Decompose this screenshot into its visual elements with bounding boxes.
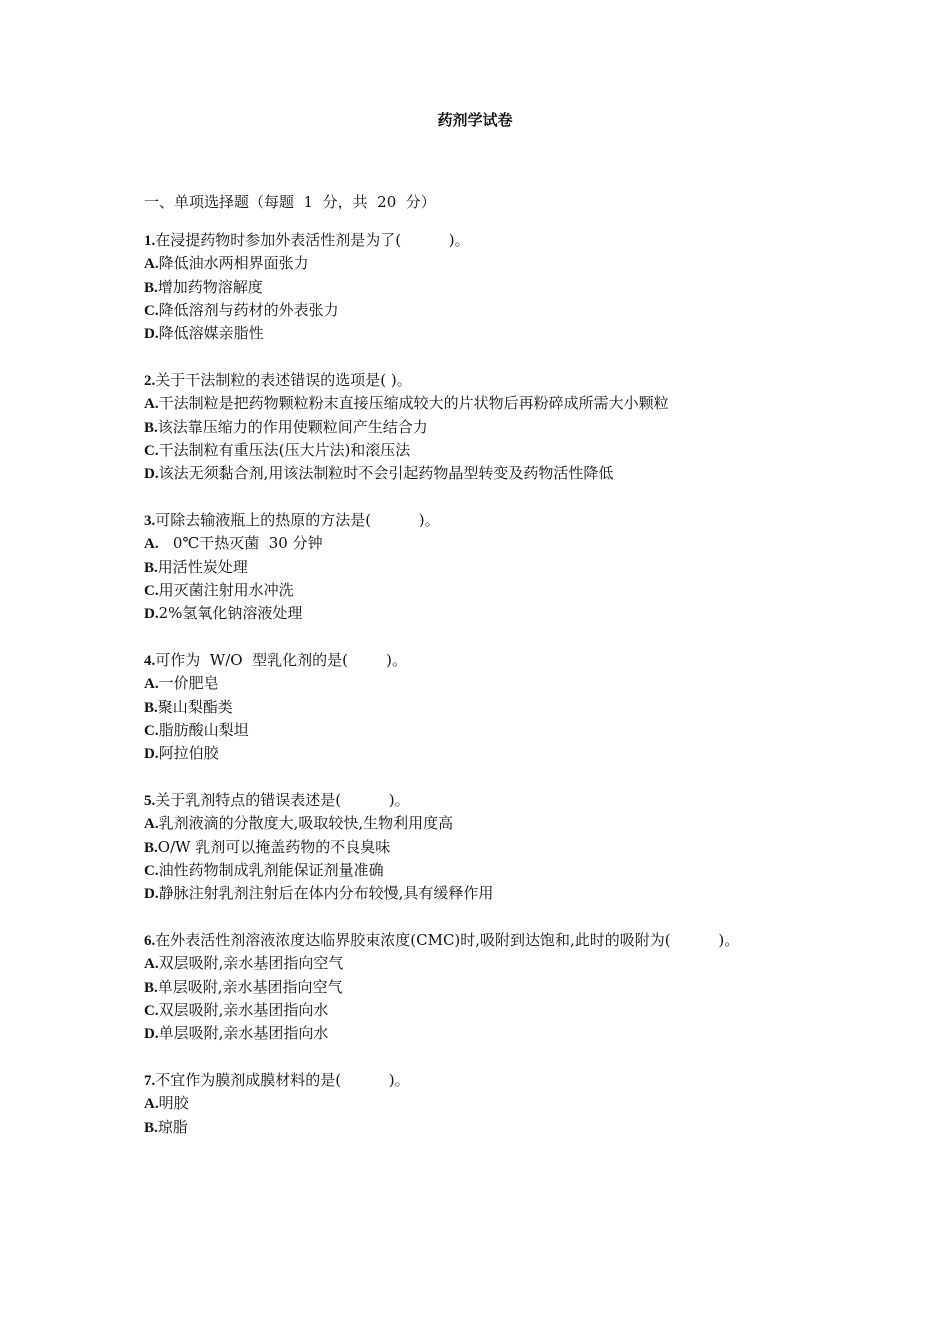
option-letter: C <box>144 302 155 319</box>
option-text: 干法制粒有重压法(压大片法)和滚压法 <box>158 440 411 459</box>
question-stem: 7.不宜作为膜剂成膜材料的是( )。 <box>144 1071 410 1089</box>
question-text: 不宜作为膜剂成膜材料的是( )。 <box>155 1071 410 1089</box>
option-letter: A <box>144 256 155 273</box>
option-letter: B <box>144 699 155 716</box>
question-6 <box>144 929 864 1045</box>
option-text: 增加药物溶解度 <box>157 277 263 296</box>
option-letter: D <box>144 466 155 483</box>
option-c: C.双层吸附,亲水基团指向水 <box>144 1000 329 1019</box>
option-b: B.聚山梨酯类 <box>144 697 233 716</box>
option-d: D.阿拉伯胶 <box>144 744 219 763</box>
option-text: 0℃干热灭菌 30 分钟 <box>158 534 323 553</box>
question-text: 在外表活性剂溶液浓度达临界胶束浓度(CMC)时,吸附到达饱和,此时的吸附为( )。 <box>155 931 740 949</box>
option-letter: C <box>144 862 155 879</box>
option-letter: B <box>144 979 155 996</box>
question-text: 关于干法制粒的表述错误的选项是( )。 <box>155 371 412 389</box>
option-b: B.O/W 乳剂可以掩盖药物的不良臭味 <box>144 837 391 856</box>
section-heading: 一、单项选择题（每题 1 分，共 20 分） <box>144 193 436 211</box>
option-letter: A <box>144 536 155 553</box>
question-2 <box>144 369 864 485</box>
option-text: 琼脂 <box>157 1117 188 1136</box>
option-text: 脂肪酸山梨坦 <box>158 720 249 739</box>
option-text: 明胶 <box>158 1094 189 1113</box>
option-letter: D <box>144 746 155 763</box>
question-5 <box>144 789 864 905</box>
option-letter: D <box>144 886 155 903</box>
option-d: D.单层吸附,亲水基团指向水 <box>144 1024 329 1043</box>
option-letter: D <box>144 326 155 343</box>
option-letter: B <box>144 419 155 436</box>
question-stem: 3.可除去输液瓶上的热原的方法是( )。 <box>144 511 440 529</box>
option-c: C.用灭菌注射用水冲洗 <box>144 580 294 599</box>
option-text: 静脉注射乳剂注射后在体内分布较慢,具有缓释作用 <box>158 884 494 903</box>
option-text: 降低溶剂与药材的外表张力 <box>158 300 339 319</box>
option-a: A.明胶 <box>144 1094 189 1113</box>
option-a: A.降低油水两相界面张力 <box>144 254 309 273</box>
option-text: 一价肥皂 <box>158 674 219 693</box>
option-b: B.单层吸附,亲水基团指向空气 <box>144 977 343 996</box>
option-c: C.干法制粒有重压法(压大片法)和滚压法 <box>144 440 411 459</box>
option-letter: C <box>144 582 155 599</box>
option-letter: A <box>144 676 155 693</box>
option-letter: D <box>144 1026 155 1043</box>
option-text: 用活性炭处理 <box>157 557 248 576</box>
option-text: O/W 乳剂可以掩盖药物的不良臭味 <box>157 837 391 856</box>
option-text: 降低油水两相界面张力 <box>158 254 309 273</box>
option-text: 该法靠压缩力的作用使颗粒间产生结合力 <box>157 417 428 436</box>
option-c: C.油性药物制成乳剂能保证剂量准确 <box>144 860 384 879</box>
option-d: D.静脉注射乳剂注射后在体内分布较慢,具有缓释作用 <box>144 884 494 903</box>
option-a: A.干法制粒是把药物颗粒粉末直接压缩成较大的片状物后再粉碎成所需大小颗粒 <box>144 394 669 413</box>
option-a: A.双层吸附,亲水基团指向空气 <box>144 954 344 973</box>
page-title: 药剂学试卷 <box>437 111 513 129</box>
option-letter: C <box>144 722 155 739</box>
option-text: 2%氢氧化钠溶液处理 <box>158 604 303 623</box>
option-d: D.2%氢氧化钠溶液处理 <box>144 604 303 623</box>
option-letter: A <box>144 1096 155 1113</box>
question-stem: 2.关于干法制粒的表述错误的选项是( )。 <box>144 371 412 389</box>
question-number: 7 <box>144 1073 152 1089</box>
option-b: B.用活性炭处理 <box>144 557 248 576</box>
question-4 <box>144 649 864 765</box>
option-letter: B <box>144 559 155 576</box>
option-a: A.乳剂液滴的分散度大,吸取较快,生物利用度高 <box>144 814 454 833</box>
question-number: 6 <box>144 933 152 949</box>
option-text: 用灭菌注射用水冲洗 <box>158 580 294 599</box>
question-number: 5 <box>144 793 152 809</box>
question-stem: 5.关于乳剂特点的错误表述是( )。 <box>144 791 410 809</box>
question-7 <box>144 1069 864 1139</box>
question-number: 2 <box>144 373 152 389</box>
option-text: 乳剂液滴的分散度大,吸取较快,生物利用度高 <box>158 814 454 833</box>
option-text: 聚山梨酯类 <box>157 697 233 716</box>
question-text: 可除去输液瓶上的热原的方法是( )。 <box>155 511 440 529</box>
option-a: A.一价肥皂 <box>144 674 219 693</box>
option-c: C.降低溶剂与药材的外表张力 <box>144 300 339 319</box>
question-number: 1 <box>144 233 152 249</box>
question-text: 在浸提药物时参加外表活性剂是为了( )。 <box>155 231 470 249</box>
option-text: 单层吸附,亲水基团指向水 <box>158 1024 329 1043</box>
question-text: 可作为 W/O 型乳化剂的是( )。 <box>155 651 407 669</box>
option-letter: B <box>144 1119 155 1136</box>
option-text: 双层吸附,亲水基团指向空气 <box>158 954 344 973</box>
option-text: 单层吸附,亲水基团指向空气 <box>157 977 343 996</box>
question-stem: 1.在浸提药物时参加外表活性剂是为了( )。 <box>144 231 470 249</box>
question-number: 4 <box>144 653 152 669</box>
option-letter: A <box>144 396 155 413</box>
option-d: D.该法无须黏合剂,用该法制粒时不会引起药物晶型转变及药物活性降低 <box>144 464 614 483</box>
option-letter: D <box>144 606 155 623</box>
option-text: 该法无须黏合剂,用该法制粒时不会引起药物晶型转变及药物活性降低 <box>158 464 614 483</box>
question-1 <box>144 229 864 345</box>
option-letter: C <box>144 1002 155 1019</box>
option-text: 阿拉伯胶 <box>158 744 219 763</box>
question-stem: 6.在外表活性剂溶液浓度达临界胶束浓度(CMC)时,吸附到达饱和,此时的吸附为( )。 <box>144 931 740 949</box>
option-b: B.增加药物溶解度 <box>144 277 263 296</box>
option-c: C.脂肪酸山梨坦 <box>144 720 249 739</box>
option-letter: B <box>144 279 155 296</box>
option-letter: C <box>144 442 155 459</box>
option-text: 油性药物制成乳剂能保证剂量准确 <box>158 860 384 879</box>
option-b: B.该法靠压缩力的作用使颗粒间产生结合力 <box>144 417 428 436</box>
question-number: 3 <box>144 513 152 529</box>
question-3 <box>144 509 864 625</box>
option-text: 干法制粒是把药物颗粒粉末直接压缩成较大的片状物后再粉碎成所需大小颗粒 <box>158 394 669 413</box>
question-stem: 4.可作为 W/O 型乳化剂的是( )。 <box>144 651 407 669</box>
option-letter: A <box>144 816 155 833</box>
question-text: 关于乳剂特点的错误表述是( )。 <box>155 791 410 809</box>
option-b: B.琼脂 <box>144 1117 188 1136</box>
option-a: A. 0℃干热灭菌 30 分钟 <box>144 534 323 553</box>
option-letter: A <box>144 956 155 973</box>
option-d: D.降低溶媒亲脂性 <box>144 324 264 343</box>
option-letter: B <box>144 839 155 856</box>
option-text: 双层吸附,亲水基团指向水 <box>158 1000 329 1019</box>
option-text: 降低溶媒亲脂性 <box>158 324 264 343</box>
